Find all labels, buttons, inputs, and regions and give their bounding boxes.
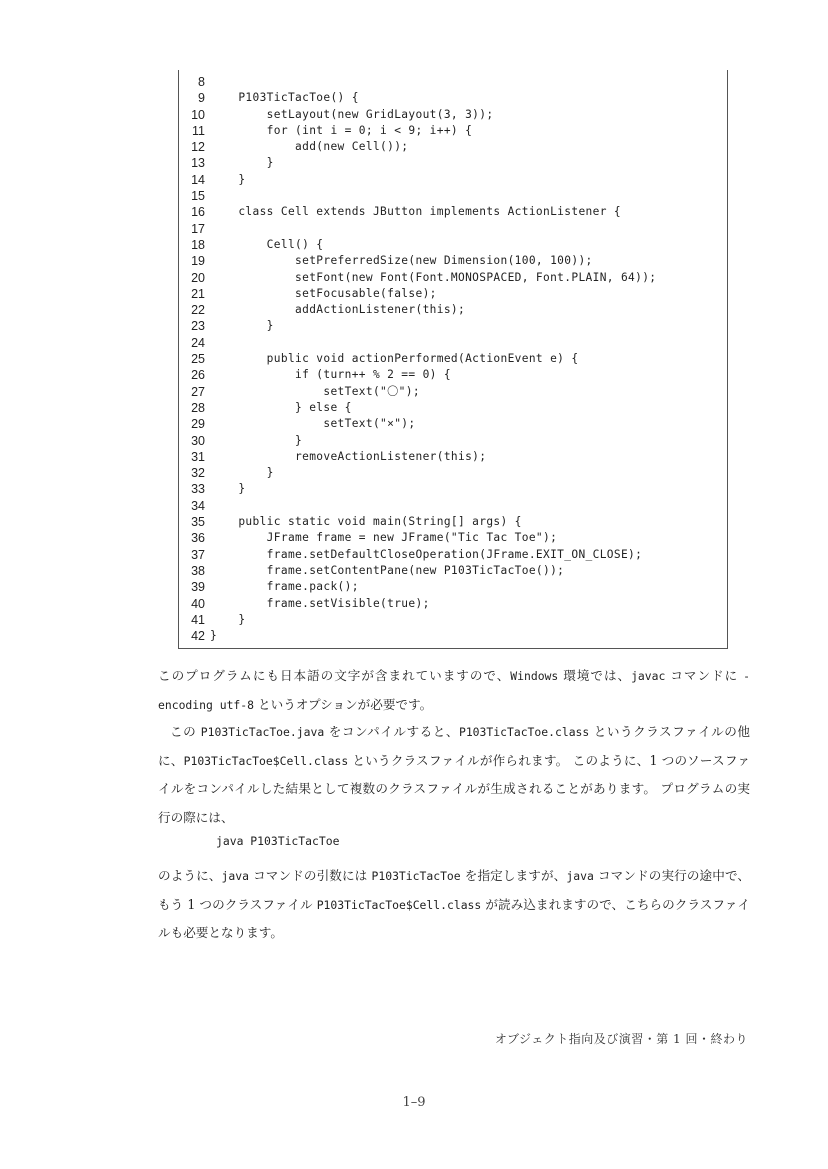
code-text: class Cell extends JButton implements ActionListener {: [210, 205, 621, 219]
code-text: P103TicTacToe() {: [210, 91, 359, 105]
inline-code: P103TicTacToe$Cell.class: [183, 753, 349, 768]
text: をコンパイルすると、: [324, 724, 459, 739]
line-number: 19: [191, 254, 205, 269]
code-listing-box: [178, 70, 728, 649]
code-line: [179, 579, 727, 595]
line-number: 11: [192, 123, 205, 138]
inline-code: -encoding utf-8: [158, 669, 750, 712]
code-line: [179, 433, 727, 449]
code-lines: [179, 74, 727, 644]
text: のように、: [158, 868, 222, 883]
code-text: }: [210, 466, 274, 480]
code-line: [179, 547, 727, 563]
inline-code: P103TicTacToe$Cell.class: [316, 897, 482, 912]
code-line: [179, 400, 727, 416]
code-text: }: [210, 172, 246, 186]
inline-code: java: [566, 869, 594, 883]
line-number: 9: [198, 91, 205, 106]
code-line: [179, 498, 727, 514]
code-line: [179, 90, 727, 106]
line-number: 32: [191, 466, 205, 481]
paragraph-class-files: [158, 718, 750, 832]
code-text: setLayout(new GridLayout(3, 3));: [210, 107, 494, 121]
line-number: 33: [191, 482, 205, 497]
command-example: java P103TicTacToe: [216, 834, 340, 848]
code-line: [179, 384, 727, 400]
line-number: 12: [191, 140, 205, 155]
line-number: 29: [191, 417, 205, 432]
line-number: 13: [191, 156, 205, 171]
code-text: setFont(new Font(Font.MONOSPACED, Font.PLAIN, 64));: [210, 270, 657, 284]
line-number: 24: [191, 335, 205, 350]
code-line: [179, 367, 727, 383]
line-number: 22: [191, 303, 205, 318]
code-line: [179, 416, 727, 432]
code-line: [179, 335, 727, 351]
line-number: 15: [191, 189, 205, 204]
line-number: 34: [191, 498, 205, 513]
line-number: 31: [191, 449, 205, 464]
code-line: [179, 270, 727, 286]
code-line: [179, 514, 727, 530]
code-text: frame.pack();: [210, 580, 359, 594]
paragraph-encoding-note: [158, 662, 750, 719]
code-line: [179, 204, 727, 220]
code-text: if (turn++ % 2 == 0) {: [210, 368, 451, 382]
text: このプログラムにも日本語の文字が含まれていますので、: [158, 668, 511, 683]
code-text: frame.setVisible(true);: [210, 596, 430, 610]
line-number: 18: [191, 237, 205, 252]
line-number: 41: [191, 612, 205, 627]
code-text: setText("〇");: [210, 384, 420, 398]
text: 環境では、: [558, 668, 632, 683]
text: というクラスファイルが作られます。 このように、1 つのソースファイルをコンパイルした結果として複数のクラスファイルが生成されることがあります。 プログラムの実行の際には、: [158, 752, 750, 825]
code-line: [179, 612, 727, 628]
line-number: 35: [191, 515, 205, 530]
code-line: [179, 107, 727, 123]
code-text: JFrame frame = new JFrame("Tic Tac Toe");: [210, 531, 558, 545]
code-text: }: [210, 482, 246, 496]
code-line: [179, 123, 727, 139]
line-number: 37: [191, 547, 205, 562]
code-text: }: [210, 629, 218, 643]
line-number: 25: [191, 352, 205, 367]
code-text: }: [210, 433, 303, 447]
code-line: [179, 318, 727, 334]
code-text: setText("×");: [210, 417, 416, 431]
code-line: [179, 74, 727, 90]
code-text: } else {: [210, 400, 352, 414]
code-text: setFocusable(false);: [210, 286, 437, 300]
text: を指定しますが、: [460, 868, 567, 883]
text: が読み込まれますので、こちらのクラスファイルも必要となります。: [158, 896, 750, 940]
code-text: }: [210, 612, 246, 626]
page-number: 1–9: [402, 1095, 426, 1110]
line-number: 27: [191, 384, 205, 399]
code-line: [179, 563, 727, 579]
paragraph-execution-note: [158, 862, 750, 948]
code-line: [179, 253, 727, 269]
line-number: 42: [191, 629, 205, 644]
line-number: 17: [191, 221, 205, 236]
code-text: addActionListener(this);: [210, 303, 466, 317]
code-text: add(new Cell());: [210, 140, 409, 154]
code-line: [179, 530, 727, 546]
line-number: 14: [191, 172, 205, 187]
text: というオプションが必要です。: [254, 696, 433, 712]
code-line: [179, 596, 727, 612]
inline-code: java: [221, 869, 249, 883]
code-line: [179, 221, 727, 237]
text: コマンドの引数には: [248, 868, 372, 883]
inline-code: P103TicTacToe.class: [458, 725, 590, 739]
line-number: 26: [191, 368, 205, 383]
line-number: 36: [191, 531, 205, 546]
line-number: 20: [191, 270, 205, 285]
inline-code: javac: [631, 669, 666, 683]
text: コマンドに: [665, 668, 744, 683]
line-number: 38: [191, 563, 205, 578]
chapter-end-note: オブジェクト指向及び演習・第 1 回・終わり: [494, 1032, 748, 1046]
line-number: 10: [191, 107, 205, 122]
code-line: [179, 139, 727, 155]
line-number: 40: [191, 596, 205, 611]
code-line: [179, 237, 727, 253]
line-number: 30: [191, 433, 205, 448]
inline-code: P103TicTacToe.java: [200, 725, 325, 739]
line-number: 16: [191, 205, 205, 220]
code-text: }: [210, 319, 274, 333]
code-line: [179, 188, 727, 204]
code-text: frame.setContentPane(new P103TicTacToe());: [210, 563, 565, 577]
line-number: 39: [191, 580, 205, 595]
code-text: for (int i = 0; i < 9; i++) {: [210, 123, 473, 137]
code-line: [179, 155, 727, 171]
code-text: frame.setDefaultCloseOperation(JFrame.EXIT_ON_CLOSE);: [210, 547, 643, 561]
text: コマンドの実行の途中で、もう 1 つのクラスファイル: [158, 868, 750, 912]
code-line: [179, 481, 727, 497]
code-text: removeActionListener(this);: [210, 449, 487, 463]
code-line: [179, 449, 727, 465]
code-line: [179, 628, 727, 644]
text: この: [170, 724, 201, 739]
code-line: [179, 172, 727, 188]
line-number: 21: [191, 286, 205, 301]
code-line: [179, 351, 727, 367]
code-text: setPreferredSize(new Dimension(100, 100));: [210, 254, 593, 268]
code-line: [179, 465, 727, 481]
code-text: public static void main(String[] args) {: [210, 515, 522, 529]
code-line: [179, 286, 727, 302]
line-number: 8: [198, 75, 205, 89]
line-number: 23: [191, 319, 205, 334]
code-text: }: [210, 156, 274, 170]
line-number: 28: [191, 400, 205, 415]
code-text: Cell() {: [210, 237, 324, 251]
text: というクラスファイルの他に、: [158, 724, 750, 768]
inline-code: P103TicTacToe: [371, 869, 461, 883]
inline-code: Windows: [510, 669, 559, 683]
code-line: [179, 302, 727, 318]
code-text: public void actionPerformed(ActionEvent e) {: [210, 352, 579, 366]
